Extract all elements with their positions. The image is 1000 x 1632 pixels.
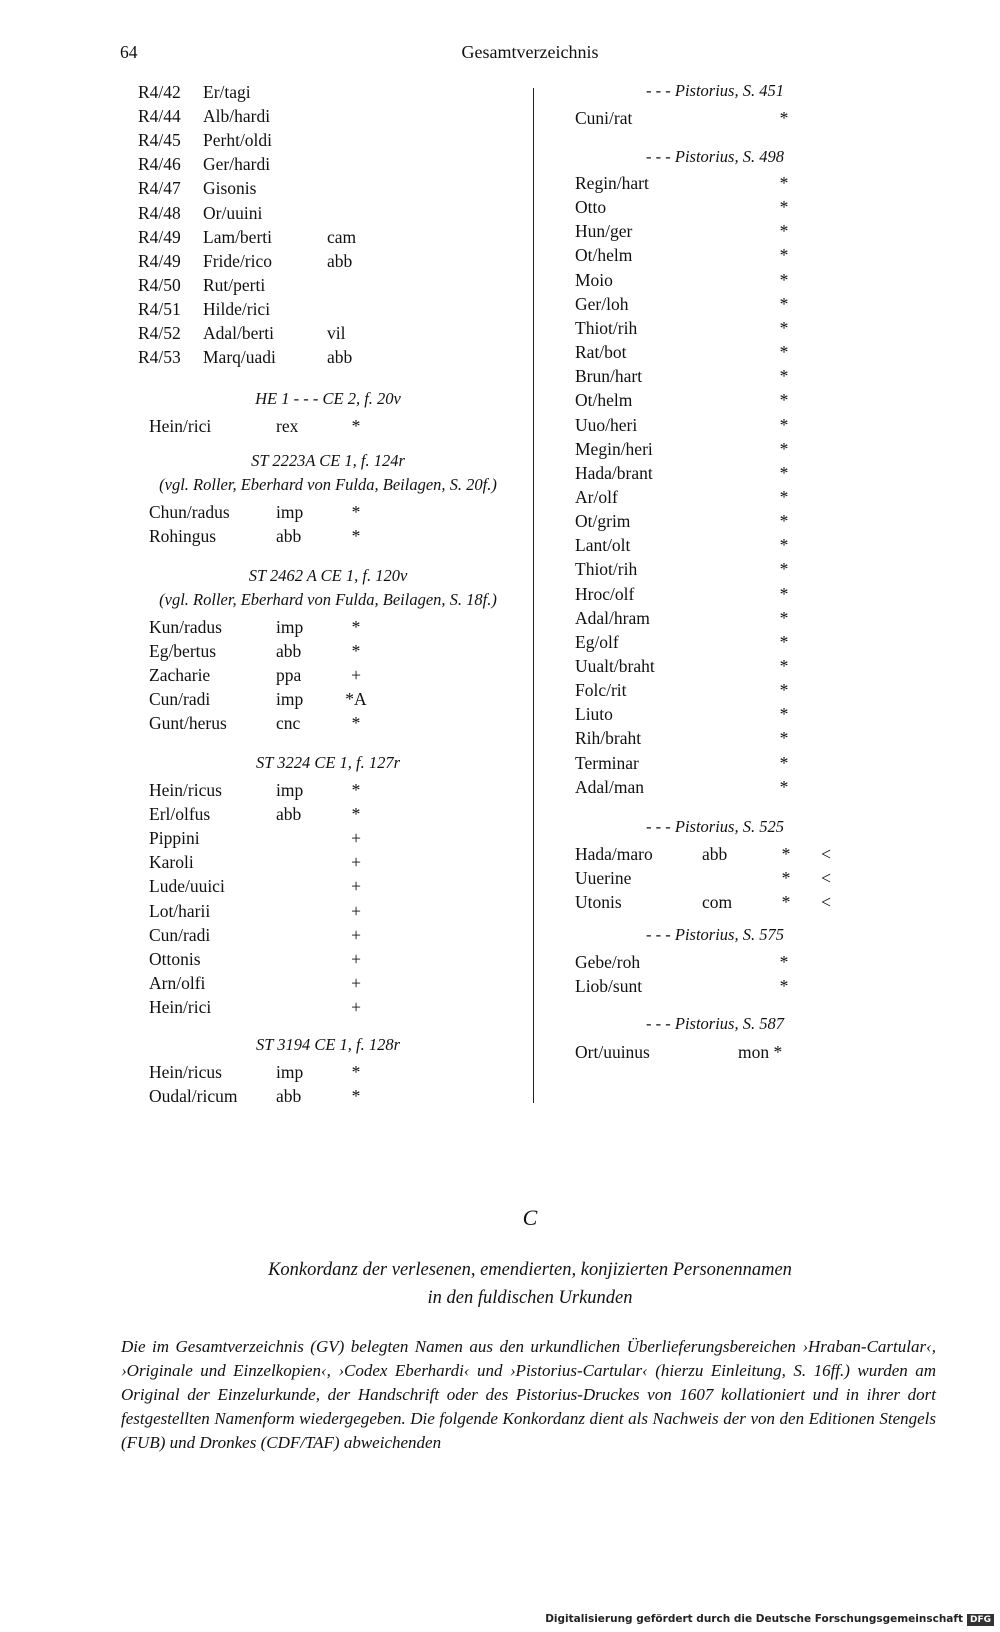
numbered-entry-row-cell-1: Megin/heri [575,438,653,459]
right-section-heading: - - - Pistorius, S. 575 [646,925,784,944]
left-section-heading: ST 2462 A CE 1, f. 120v [248,566,408,585]
left-entry-row-cell-0: Erl/olfus [149,804,211,825]
numbered-entry-row-cell-2: * [779,656,789,676]
right-entry-row-cell-1: * [779,952,789,972]
numbered-entry-row-cell-1: Thiot/rih [575,317,638,338]
right-entry-row-cell-2: * [781,844,791,864]
right-entry-row-cell-1: * [779,976,789,996]
numbered-entry-row-cell-1: Ger/loh [575,293,629,314]
r4-row-cell-1: Or/uuini [203,202,263,223]
left-entry-row-cell-2: * [351,617,361,637]
numbered-entry-row-cell-1: Terminar [575,752,639,773]
left-entry-row-cell-0: Hein/rici [149,416,212,436]
numbered-entry-row-cell-2: * [779,559,789,580]
left-entry-row-cell-1: cnc [276,713,301,734]
left-entry-row-cell-2: + [351,665,361,686]
left-entry-row-cell-2: * [351,641,361,662]
numbered-entry-row-cell-1: Hroc/olf [575,583,635,604]
right-entry-row-cell-0: Utonis [575,892,622,912]
r4-row-cell-0: R4/48 [138,202,181,223]
right-entry-row-cell-3: < [821,868,831,888]
r4-row-cell-1: Hilde/rici [203,298,271,319]
right-entry-row-cell-0: Liob/sunt [575,976,643,996]
left-entry-row-cell-1: imp [276,689,304,710]
numbered-entry-row-cell-2: * [779,535,789,556]
numbered-entry-row-cell-1: Liuto [575,704,613,725]
right-entry-row-cell-1: mon * [738,1042,783,1062]
right-entry-row-cell-1: abb [702,844,728,864]
left-entry-row-cell-0: Chun/radus [149,502,230,522]
left-entry-row-cell-2: + [351,972,361,993]
left-entry-row-cell-2: + [351,948,361,969]
left-entry-row-cell-2: + [351,828,361,849]
numbered-entry-row-cell-1: Ot/helm [575,245,633,266]
right-entry-row-cell-0: Ort/uuinus [575,1042,650,1062]
footer-credit [545,1613,994,1626]
left-entry-row-cell-0: Karoli [149,852,194,873]
left-entry-row-cell-0: Hein/ricus [149,780,222,800]
left-entry-row-cell-1: rex [276,416,299,436]
right-entry-row-cell-0: Gebe/roh [575,952,641,972]
left-entry-row-cell-2: * [351,804,361,825]
r4-row-cell-2: abb [327,250,353,271]
r4-row-cell-2: abb [327,347,353,368]
page-number: 64 [120,42,138,62]
right-entry-row-cell-2: * [781,892,791,912]
numbered-entry-row-cell-2: * [779,511,789,532]
intro-paragraph: Die im Gesamtverzeichnis (GV) belegten Namen aus den urkundlichen Überlieferungsbereichen ›Hraban-Cartular‹, ›Originale und Einzelkopien‹, ›Codex Eberhardi‹ und ›Pistorius-Cartular‹ (hierzu Einleitung, S. 16ff.) wurden am Original der Einzelurkunde, der Handschrift oder des Pistorius-Druckes von 1607 kollationiert und in ihrer dort festgestellten Namenform wiedergegeben. Die folgende Konkordanz dient als Nachweis der von den Editionen Stengels (FUB) und Dronkes (CDF/TAF) abweichenden [121,1337,936,1452]
left-entry-row-cell-0: Arn/olfi [149,972,206,993]
numbered-entry-row-cell-1: Hada/brant [575,462,653,483]
running-header: Gesamtverzeichnis [461,42,599,62]
numbered-entry-row-cell-1: Brun/hart [575,366,643,387]
r4-row-cell-1: Perht/oldi [203,130,273,151]
r4-row-cell-1: Lam/berti [203,226,273,247]
left-entry-row-cell-2: * [351,1062,361,1082]
r4-row-cell-0: R4/53 [138,347,181,368]
numbered-entry-row-cell-2: * [779,704,789,725]
left-entry-row-cell-2: * [351,1086,361,1107]
right-section-heading: - - - Pistorius, S. 451 [646,81,784,100]
numbered-entry-row-cell-2: * [779,438,789,459]
r4-row-cell-0: R4/52 [138,323,181,343]
numbered-entry-row-cell-1: Eg/olf [575,631,619,652]
right-entry-row-cell-1: com [702,892,733,912]
left-entry-row-cell-2: + [351,924,361,945]
right-entry-row-cell-3: < [821,892,831,912]
r4-row-cell-2: cam [327,226,357,247]
left-entry-row-cell-0: Rohingus [149,526,217,547]
left-entry-row-cell-0: Kun/radus [149,617,222,637]
numbered-entry-row-cell-1: Folc/rit [575,680,627,701]
left-entry-row-cell-2: + [351,900,361,921]
left-entry-row-cell-1: abb [276,804,302,825]
right-entry-row-cell-2: * [781,868,791,888]
r4-row-cell-1: Marq/uadi [203,347,276,368]
right-section-heading: - - - Pistorius, S. 498 [646,147,784,166]
numbered-entry-row-cell-2: * [779,269,789,290]
left-entry-row-cell-0: Ottonis [149,948,201,969]
left-entry-row-cell-0: Gunt/herus [149,713,227,734]
numbered-entry-row-cell-2: * [779,197,789,218]
left-section-heading: (vgl. Roller, Eberhard von Fulda, Beilagen, S. 20f.) [159,475,497,494]
left-entry-row-cell-0: Hein/ricus [149,1062,222,1082]
r4-row-cell-1: Rut/perti [203,274,266,295]
numbered-entry-row-cell-2: * [779,317,789,338]
numbered-entry-row-cell-2: * [779,728,789,749]
left-entry-row-cell-1: abb [276,526,302,547]
numbered-entry-row-cell-2: * [779,752,789,773]
numbered-entry-row-cell-1: Uualt/braht [575,656,655,676]
footer-text: Digitalisierung gefördert durch die Deutsche Forschungsgemeinschaft [545,1613,963,1625]
section-letter: C [522,1205,538,1230]
r4-row-cell-0: R4/47 [138,178,181,199]
right-entry-row-cell-3: < [821,844,831,864]
left-entry-row-cell-0: Lot/harii [149,900,211,921]
left-entry-row-cell-2: * [351,713,361,734]
numbered-entry-row-cell-2: * [779,221,789,242]
numbered-entry-row-cell-2: * [779,414,789,435]
r4-row-cell-0: R4/44 [138,106,181,127]
left-section-heading: ST 2223A CE 1, f. 124r [251,451,405,470]
numbered-entry-row-cell-2: * [779,342,789,363]
left-entry-row-cell-2: * [351,780,361,800]
numbered-entry-row-cell-2: * [779,245,789,266]
r4-row-cell-1: Fride/rico [203,250,273,271]
r4-row-cell-0: R4/51 [138,298,181,319]
right-section-heading: - - - Pistorius, S. 525 [646,817,784,836]
left-entry-row-cell-1: abb [276,641,302,662]
r4-row-cell-1: Ger/hardi [203,154,271,175]
left-entry-row-cell-1: abb [276,1086,302,1107]
r4-row-cell-1: Adal/berti [203,323,274,343]
left-entry-row-cell-1: imp [276,780,304,800]
left-section-heading: ST 3224 CE 1, f. 127r [255,753,401,772]
numbered-entry-row-cell-1: Ot/grim [575,511,631,532]
numbered-entry-row-cell-2: * [779,631,789,652]
numbered-entry-row-cell-2: * [779,173,789,193]
r4-row-cell-0: R4/49 [138,226,181,247]
section-title-line-1: Konkordanz der verlesenen, emendierten, konjizierten Personennamen [268,1260,792,1280]
numbered-entry-row-cell-1: Ot/helm [575,390,633,411]
numbered-entry-row-cell-2: * [779,390,789,411]
left-entry-row-cell-0: Cun/radi [149,924,211,945]
left-entry-row-cell-0: Pippini [149,828,200,849]
column-divider [533,88,534,1103]
numbered-entry-row-cell-1: Otto [575,197,607,218]
right-section-heading: - - - Pistorius, S. 587 [646,1014,784,1033]
left-entry-row-cell-0: Eg/bertus [149,641,217,662]
numbered-entry-row-cell-1: Moio [575,269,613,290]
left-entry-row-cell-0: Hein/rici [149,996,212,1017]
numbered-entry-row-cell-2: * [779,293,789,314]
left-entry-row-cell-2: * [351,526,361,547]
r4-row-cell-1: Alb/hardi [203,106,271,127]
numbered-entry-row-cell-1: Rih/braht [575,728,642,749]
r4-row-cell-1: Er/tagi [203,82,251,102]
numbered-entry-row-cell-1: Adal/hram [575,607,650,628]
section-title [0,1256,1000,1312]
numbered-entry-row-cell-2: * [779,366,789,387]
left-entry-row-cell-0: Oudal/ricum [149,1086,238,1107]
left-entry-row-cell-2: *A [345,689,367,710]
numbered-entry-row-cell-2: * [779,776,789,797]
section-title-line-2: in den fuldischen Urkunden [427,1288,633,1308]
numbered-entry-row-cell-1: Rat/bot [575,342,627,363]
left-entry-row-cell-2: + [351,876,361,897]
left-section-heading: (vgl. Roller, Eberhard von Fulda, Beilagen, S. 18f.) [159,590,497,609]
r4-row-cell-0: R4/45 [138,130,181,151]
numbered-entry-row-cell-1: Hun/ger [575,221,633,242]
numbered-entry-row-cell-1: Regin/hart [575,173,649,193]
left-entry-row-cell-2: * [351,416,361,436]
right-entry-row-cell-0: Uuerine [575,868,632,888]
right-entry-row-cell-1: * [779,108,789,128]
numbered-entry-row-cell-2: * [779,583,789,604]
left-entry-row-cell-2: + [351,996,361,1017]
dfg-logo: DFG [967,1614,994,1626]
left-entry-row-cell-2: * [351,502,361,522]
numbered-entry-row-cell-2: * [779,462,789,483]
r4-row-cell-0: R4/50 [138,274,181,295]
numbered-entry-row-cell-1: Adal/man [575,776,645,797]
left-entry-row-cell-0: Cun/radi [149,689,211,710]
left-entry-row-cell-1: imp [276,1062,304,1082]
r4-row-cell-0: R4/46 [138,154,181,175]
left-entry-row-cell-1: imp [276,617,304,637]
left-section-heading: HE 1 - - - CE 2, f. 20v [255,389,401,408]
numbered-entry-row-cell-1: Ar/olf [575,486,618,507]
right-entry-row-cell-0: Hada/maro [575,844,653,864]
numbered-entry-row-cell-2: * [779,486,789,507]
left-section-heading: ST 3194 CE 1, f. 128r [255,1035,401,1054]
left-entry-row-cell-0: Zacharie [149,665,211,686]
left-entry-row-cell-2: + [351,852,361,873]
numbered-entry-row-cell-1: Uuo/heri [575,414,638,435]
r4-row-cell-0: R4/42 [138,82,181,102]
r4-row-cell-2: vil [327,323,346,343]
numbered-entry-row-cell-2: * [779,680,789,701]
numbered-entry-row-cell-1: Thiot/rih [575,559,638,580]
numbered-entry-row-cell-1: Lant/olt [575,535,631,556]
left-entry-row-cell-1: ppa [276,665,302,686]
r4-row-cell-0: R4/49 [138,250,181,271]
right-entry-row-cell-0: Cuni/rat [575,108,633,128]
numbered-entry-row-cell-2: * [779,607,789,628]
left-entry-row-cell-1: imp [276,502,304,522]
left-entry-row-cell-0: Lude/uuici [149,876,225,897]
r4-row-cell-1: Gisonis [203,178,257,199]
